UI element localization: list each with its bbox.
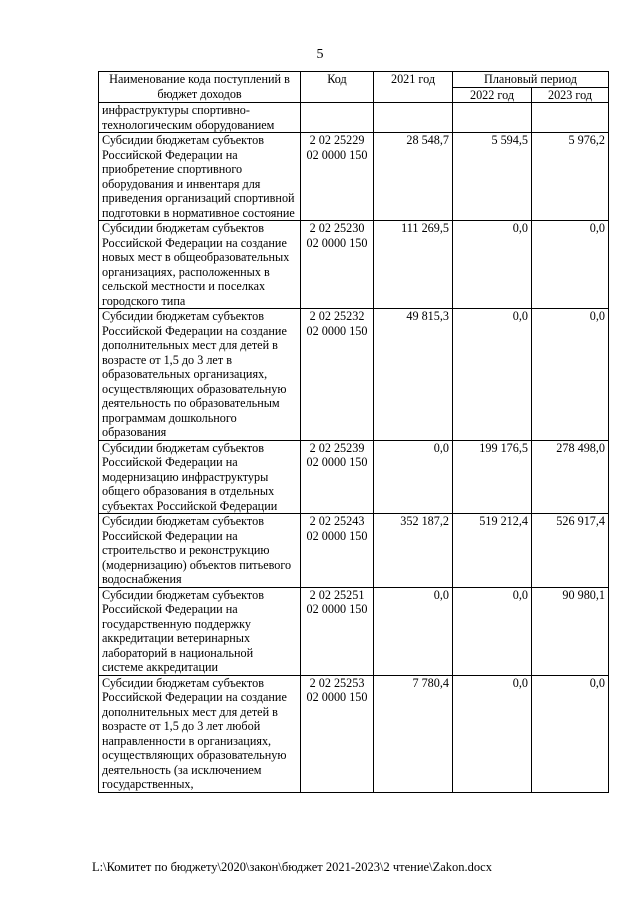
row-2023-cell: 5 976,2	[532, 133, 609, 221]
row-name-cell: Субсидии бюджетам субъектов Российской Федерации на приобретение спортивного оборудования и инвентаря для приведения организаций спортивной подготовки в нормативное состояние	[99, 133, 301, 221]
row-2021-cell: 7 780,4	[374, 675, 453, 792]
row-name-cell: Субсидии бюджетам субъектов Российской Федерации на создание дополнительных мест для детей в возрасте от 1,5 до 3 лет в образовательных организациях, осуществляющих образовательную деятельность по образовательным программам дошкольного образования	[99, 309, 301, 441]
table-row	[99, 133, 609, 221]
row-2022-cell	[453, 103, 532, 133]
row-code-cell: 2 02 25230 02 0000 150	[301, 221, 374, 309]
row-code-cell	[301, 103, 374, 133]
header-planned-period: Плановый период	[453, 72, 609, 88]
row-code-cell: 2 02 25253 02 0000 150	[301, 675, 374, 792]
table-body	[99, 103, 609, 793]
row-2021-cell: 0,0	[374, 440, 453, 514]
row-code-cell: 2 02 25232 02 0000 150	[301, 309, 374, 441]
row-2021-cell	[374, 103, 453, 133]
row-2022-cell: 199 176,5	[453, 440, 532, 514]
row-name-cell: Субсидии бюджетам субъектов Российской Федерации на государственную поддержку аккредитации ветеринарных лабораторий в национальной системе аккредитации	[99, 587, 301, 675]
row-2023-cell: 90 980,1	[532, 587, 609, 675]
header-name: Наименование кода поступлений в бюджет доходов	[99, 72, 301, 103]
row-2021-cell: 49 815,3	[374, 309, 453, 441]
row-code-cell: 2 02 25243 02 0000 150	[301, 514, 374, 588]
row-2022-cell: 5 594,5	[453, 133, 532, 221]
row-2022-cell: 0,0	[453, 675, 532, 792]
budget-revenue-table	[98, 71, 609, 793]
row-2021-cell: 352 187,2	[374, 514, 453, 588]
row-2022-cell: 0,0	[453, 587, 532, 675]
table-row	[99, 675, 609, 792]
row-name-cell: Субсидии бюджетам субъектов Российской Федерации на модернизацию инфраструктуры общего образования в отдельных субъектах Российской Федерации	[99, 440, 301, 514]
table-row	[99, 103, 609, 133]
row-2023-cell: 0,0	[532, 309, 609, 441]
row-2023-cell: 526 917,4	[532, 514, 609, 588]
row-code-cell: 2 02 25239 02 0000 150	[301, 440, 374, 514]
row-2023-cell: 0,0	[532, 675, 609, 792]
row-name-cell: Субсидии бюджетам субъектов Российской Федерации на создание новых мест в общеобразовательных организациях, расположенных в сельской местности и поселках городского типа	[99, 221, 301, 309]
table-row	[99, 440, 609, 514]
row-2022-cell: 0,0	[453, 221, 532, 309]
header-code: Код	[301, 72, 374, 103]
row-name-cell: Субсидии бюджетам субъектов Российской Федерации на строительство и реконструкцию (модернизацию) объектов питьевого водоснабжения	[99, 514, 301, 588]
header-year-2021: 2021 год	[374, 72, 453, 103]
header-year-2022: 2022 год	[453, 87, 532, 103]
row-code-cell: 2 02 25251 02 0000 150	[301, 587, 374, 675]
page-number: 5	[316, 47, 324, 62]
row-2022-cell: 0,0	[453, 309, 532, 441]
row-2023-cell	[532, 103, 609, 133]
row-2023-cell: 278 498,0	[532, 440, 609, 514]
row-name-cell: инфраструктуры спортивно-технологическим оборудованием	[99, 103, 301, 133]
row-2023-cell: 0,0	[532, 221, 609, 309]
table-header	[99, 72, 609, 103]
table-row	[99, 587, 609, 675]
row-name-cell: Субсидии бюджетам субъектов Российской Федерации на создание дополнительных мест для детей в возрасте от 1,5 до 3 лет любой направленности в организациях, осуществляющих образовательную деятельность (за исключением государственных,	[99, 675, 301, 792]
row-code-cell: 2 02 25229 02 0000 150	[301, 133, 374, 221]
row-2021-cell: 0,0	[374, 587, 453, 675]
footer-file-path: L:\Комитет по бюджету\2020\закон\бюджет 2021-2023\2 чтение\Zakon.docx	[92, 860, 492, 874]
row-2021-cell: 28 548,7	[374, 133, 453, 221]
table-row	[99, 309, 609, 441]
row-2022-cell: 519 212,4	[453, 514, 532, 588]
row-2021-cell: 111 269,5	[374, 221, 453, 309]
header-year-2023: 2023 год	[532, 87, 609, 103]
table-row	[99, 514, 609, 588]
table-row	[99, 221, 609, 309]
